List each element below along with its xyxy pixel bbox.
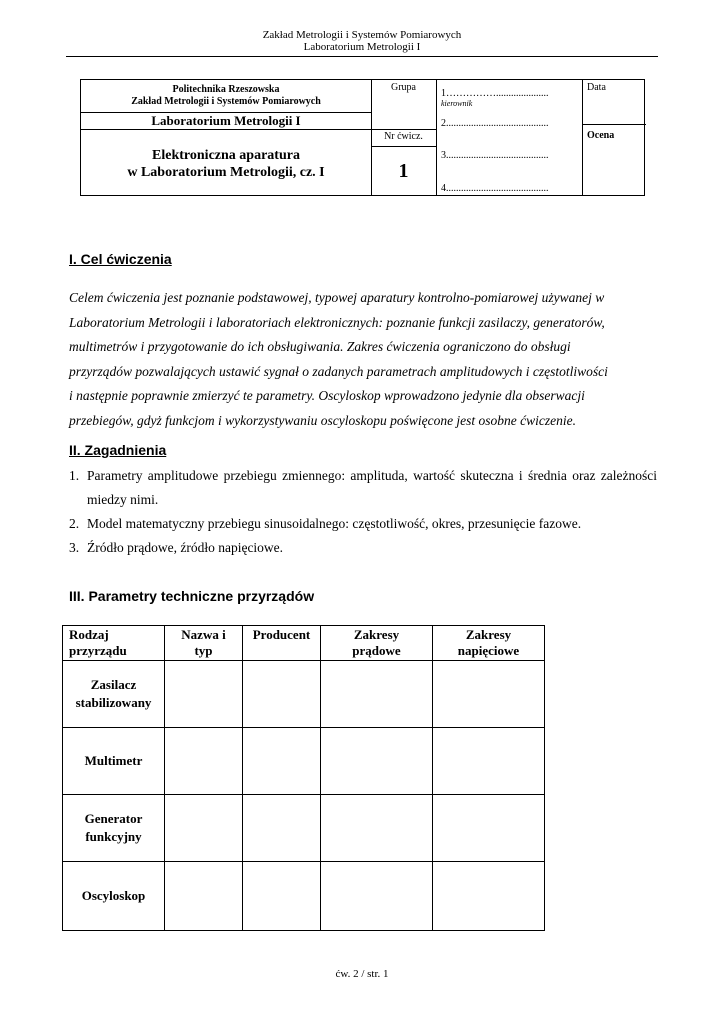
- exercise-no-label: Nr ćwicz.: [384, 131, 423, 142]
- table-header-row: [63, 626, 545, 661]
- table-cell[interactable]: [321, 661, 433, 728]
- topics-list: [69, 464, 657, 560]
- table-cell[interactable]: [433, 661, 545, 728]
- list-item-text: Parametry amplitudowe przebiegu zmiennego: amplituda, wartość skuteczna i średnia oraz zależności miedzy nimi.: [87, 468, 657, 507]
- col-header-current-ranges: Zakresy prądowe: [321, 626, 433, 661]
- member-2-field[interactable]: 2.........................................: [441, 118, 549, 129]
- table-cell[interactable]: [321, 862, 433, 931]
- table-row: [63, 728, 545, 795]
- section-1-paragraph: [69, 286, 655, 433]
- header-rule: [66, 56, 658, 57]
- grade-label: Ocena: [587, 130, 615, 141]
- table-cell[interactable]: [243, 795, 321, 862]
- table-cell[interactable]: [433, 795, 545, 862]
- lab-name: Laboratorium Metrologii I: [151, 113, 301, 128]
- exercise-no: 1: [398, 160, 409, 182]
- table-cell[interactable]: [433, 728, 545, 795]
- paragraph-line: przyrządów pozwalających ustawić sygnał o zadanych parametrach amplitudowych i częstotliwości: [69, 363, 608, 379]
- table-cell[interactable]: [321, 728, 433, 795]
- row-header: Multimetr: [63, 728, 165, 795]
- list-item: [69, 536, 657, 560]
- university-name: Politechnika Rzeszowska: [172, 84, 280, 95]
- paragraph-line: Laboratorium Metrologii i laboratoriach elektronicznych: poznanie funkcji zasilaczy, generatorów,: [69, 314, 605, 330]
- date-label: Data: [587, 82, 606, 93]
- table-cell[interactable]: [433, 862, 545, 931]
- list-item-number: 3.: [69, 540, 80, 555]
- row-header: Generator funkcyjny: [63, 795, 165, 862]
- leader-label: kierownik: [441, 99, 473, 108]
- list-item-number: 2.: [69, 516, 80, 531]
- department-name: Zakład Metrologii i Systemów Pomiarowych: [131, 96, 321, 107]
- header-box: [80, 79, 645, 196]
- section-3-heading: III. Parametry techniczne przyrządów: [69, 588, 315, 604]
- table-cell[interactable]: [165, 728, 243, 795]
- page-footer: ćw. 2 / str. 1: [335, 968, 389, 980]
- table-row: [63, 661, 545, 728]
- member-4-field[interactable]: 4.........................................: [441, 183, 549, 194]
- table-cell[interactable]: [243, 661, 321, 728]
- section-1-heading: I. Cel ćwiczenia: [69, 251, 172, 267]
- paragraph-line: i następnie poprawnie zmierzyć te parametry. Oscyloskop wprowadzono jedynie dla obserwacji: [69, 388, 585, 403]
- list-item-number: 1.: [69, 468, 80, 483]
- exercise-title-line1: Elektroniczna aparatura: [152, 148, 300, 163]
- col-header-type: Rodzaj przyrządu: [63, 626, 165, 661]
- list-item: [69, 512, 657, 536]
- list-item-text: Model matematyczny przebiegu sinusoidalnego: częstotliwość, okres, przesunięcie fazowe.: [87, 516, 582, 531]
- table-cell[interactable]: [165, 862, 243, 931]
- col-header-voltage-ranges: Zakresy napięciowe: [433, 626, 545, 661]
- running-header-line2: Laboratorium Metrologii I: [303, 41, 421, 53]
- table-row: [63, 862, 545, 931]
- col-header-name: Nazwa i typ: [165, 626, 243, 661]
- paragraph-line: multimetrów i przygotowanie do ich obsługiwania. Zakres ćwiczenia ograniczono do obsługi: [69, 339, 571, 354]
- table-cell[interactable]: [321, 795, 433, 862]
- list-item: [69, 464, 657, 512]
- member-1-field[interactable]: 1…………….....................: [441, 88, 549, 99]
- section-2-heading: II. Zagadnienia: [69, 442, 167, 458]
- col-header-producer: Producent: [243, 626, 321, 661]
- table-cell[interactable]: [165, 795, 243, 862]
- table-row: [63, 795, 545, 862]
- member-3-field[interactable]: 3.........................................: [441, 150, 549, 161]
- group-label: Grupa: [391, 82, 416, 93]
- parameters-table: [62, 625, 545, 931]
- row-header: Oscyloskop: [63, 862, 165, 931]
- table-cell[interactable]: [165, 661, 243, 728]
- table-cell[interactable]: [243, 862, 321, 931]
- paragraph-line: Celem ćwiczenia jest poznanie podstawowej, typowej aparatury kontrolno-pomiarowej używanej w: [69, 290, 605, 305]
- running-header-line1: Zakład Metrologii i Systemów Pomiarowych: [262, 29, 462, 41]
- table-cell[interactable]: [243, 728, 321, 795]
- row-header: Zasilacz stabilizowany: [63, 661, 165, 728]
- list-item-text: Źródło prądowe, źródło napięciowe.: [87, 540, 284, 555]
- exercise-title-line2: w Laboratorium Metrologii, cz. I: [127, 165, 325, 180]
- paragraph-line: przebiegów, gdyż funkcjom i wykorzystywaniu oscyloskopu poświęcone jest osobne ćwiczenie.: [69, 412, 577, 428]
